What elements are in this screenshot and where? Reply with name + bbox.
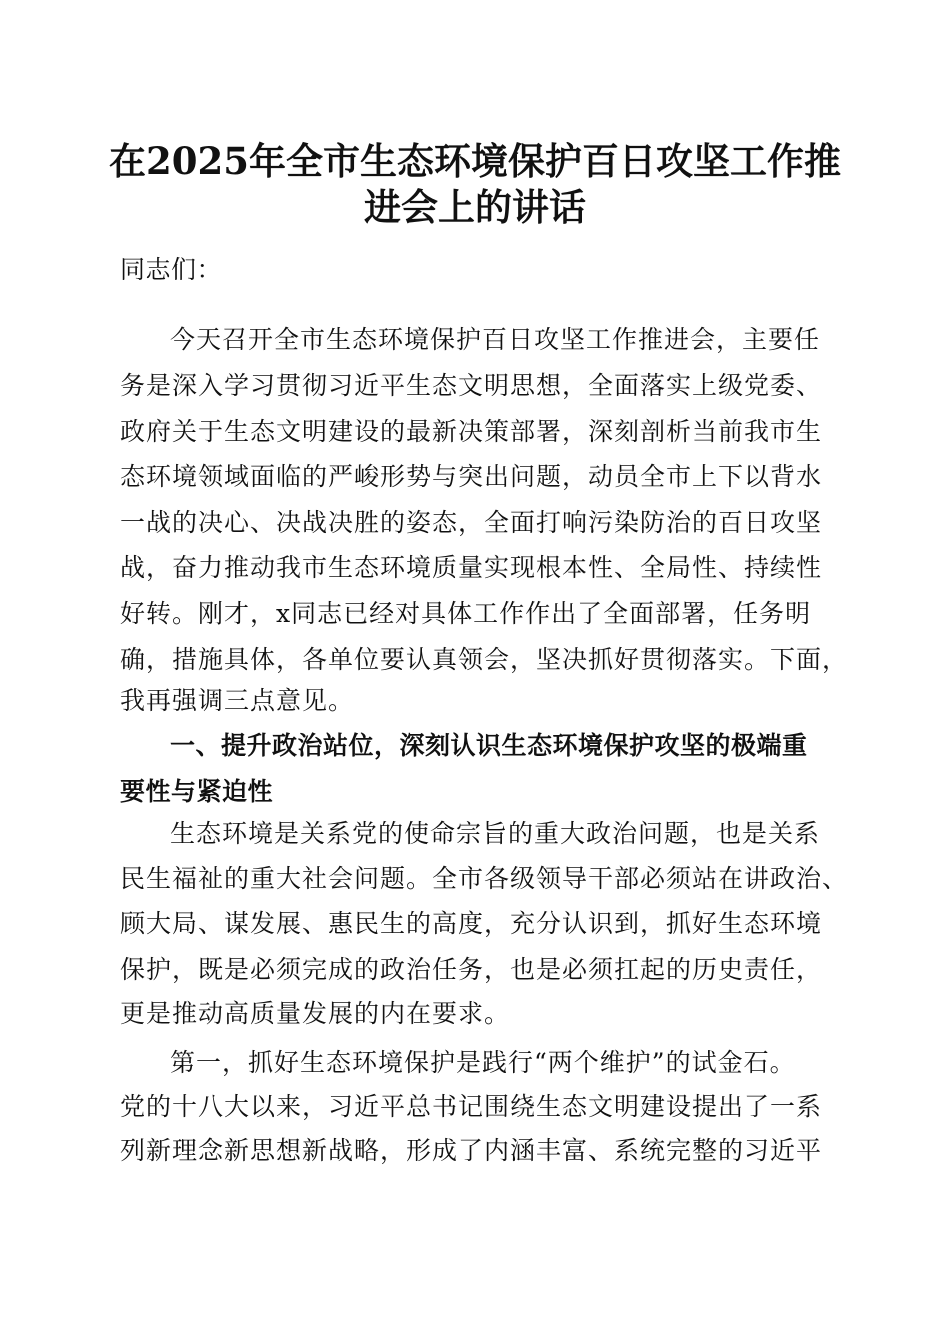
intro-line: 我再强调三点意见。	[120, 686, 355, 715]
intro-line: 态环境领域面临的严峻形势与突出问题，动员全市上下以背水	[120, 462, 823, 491]
intro-line: 好转。刚才，x同志已经对具体工作作出了全面部署，任务明	[120, 599, 812, 628]
section-paragraph-line: 保护，既是必须完成的政治任务，也是必须扛起的历史责任，	[120, 955, 823, 984]
document-title-line-1: 在2025年全市生态环境保护百日攻坚工作推	[109, 139, 841, 183]
point-line: 党的十八大以来，习近平总书记围绕生态文明建设提出了一系	[120, 1092, 823, 1121]
section-paragraph-line: 顾大局、谋发展、惠民生的高度，充分认识到，抓好生态环境	[120, 909, 823, 938]
intro-line: 一战的决心、决战决胜的姿态，全面打响污染防治的百日攻坚	[120, 508, 823, 537]
point-line: 列新理念新思想新战略，形成了内涵丰富、系统完整的习近平	[120, 1136, 823, 1165]
intro-line: 战，奋力推动我市生态环境质量实现根本性、全局性、持续性	[120, 553, 823, 582]
intro-line: 今天召开全市生态环境保护百日攻坚工作推进会，主要任	[170, 325, 821, 354]
section-paragraph-line: 生态环境是关系党的使命宗旨的重大政治问题，也是关系	[170, 819, 821, 848]
intro-line: 务是深入学习贯彻习近平生态文明思想，全面落实上级党委、	[120, 371, 823, 400]
section-heading: 要性与紧迫性	[120, 777, 274, 806]
point-line: 第一，抓好生态环境保护是践行“两个维护”的试金石。	[170, 1048, 796, 1077]
intro-line: 确，措施具体，各单位要认真领会，坚决抓好贯彻落实。下面，	[120, 645, 849, 674]
intro-line: 政府关于生态文明建设的最新决策部署，深刻剖析当前我市生	[120, 417, 823, 446]
salutation: 同志们：	[120, 255, 223, 284]
section-paragraph-line: 更是推动高质量发展的内在要求。	[120, 999, 511, 1028]
document-title-line-2: 进会上的讲话	[364, 185, 586, 229]
section-heading: 一、提升政治站位，深刻认识生态环境保护攻坚的极端重	[170, 731, 808, 760]
section-paragraph-line: 民生福祉的重大社会问题。全市各级领导干部必须站在讲政治、	[120, 864, 849, 893]
